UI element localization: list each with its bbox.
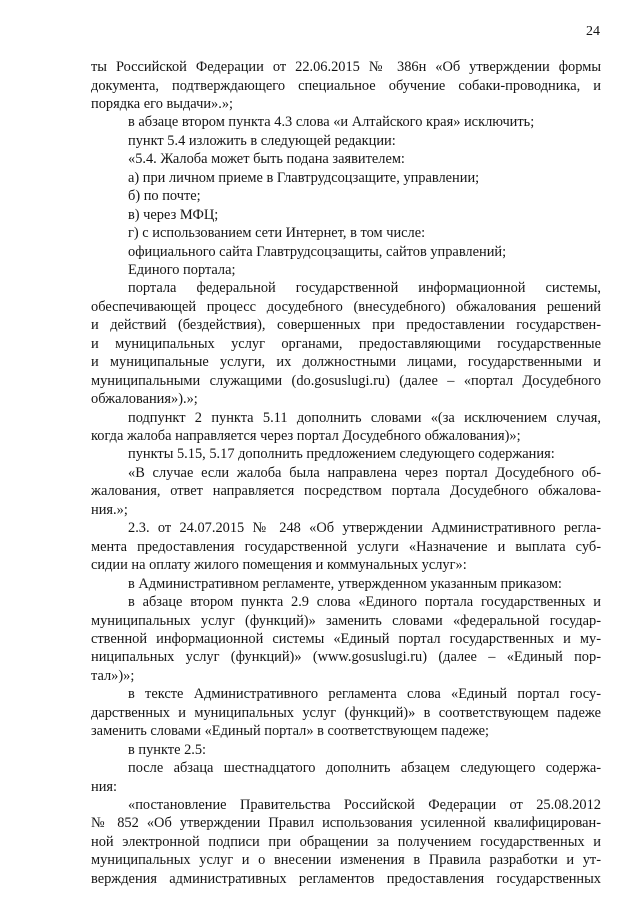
text-line: верждения административных регламентов предоставления государственных <box>91 870 601 887</box>
text-line: ты Российской Федерации от 22.06.2015 № 386н «Об утверждении формы <box>91 59 601 75</box>
text-line: «В случае если жалоба была направлена через портал Досудебного об- <box>128 464 601 481</box>
text-line: сидии на оплату жилого помещения и коммунальных услуг»: <box>91 557 467 574</box>
text-line: обеспечивающей процесс досудебного (внесудебного) обжалования решений <box>91 298 601 315</box>
text-line: жалования, ответ направляется посредством портала Досудебного обжалова- <box>91 483 601 500</box>
text-line: ной электронной подписи при обращении за получением государственных и <box>91 833 601 850</box>
text-line: б) по почте; <box>128 188 201 205</box>
text-line: в абзаце втором пункта 4.3 слова «и Алтайского края» исключить; <box>128 114 535 131</box>
text-line: мента предоставления государственной услуги «Назначение и выплата суб- <box>91 538 601 555</box>
text-line: 2.3. от 24.07.2015 № 248 «Об утверждении Административного регла- <box>128 520 601 537</box>
text-line: когда жалоба направляется через портал Досудебного обжалования)»; <box>91 428 521 444</box>
text-line: Единого портала; <box>128 261 236 278</box>
text-line: дарственных и муниципальных услуг (функций)» в соответствующем падеже <box>91 704 601 721</box>
text-line: муниципальных услуг (функций)» заменить словами «федеральной государ- <box>91 612 601 629</box>
text-line: обжалования»).»; <box>91 391 198 408</box>
text-line: порядка его выдачи».»; <box>91 95 234 112</box>
text-line: г) с использованием сети Интернет, в том числе: <box>128 225 426 241</box>
text-line: документа, подтверждающего специальное обучение собаки-проводника, и <box>91 77 601 94</box>
text-line: ниципальных услуг (функций)» (www.gosuslugi.ru) (далее – «Единый пор- <box>91 649 601 666</box>
text-line: ния: <box>91 778 118 795</box>
text-line: подпункт 2 пункта 5.11 дополнить словами «(за исключением случая, <box>128 409 601 426</box>
text-line: ния.»; <box>91 501 128 518</box>
text-line: после абзаца шестнадцатого дополнить абзацем следующего содержа- <box>128 760 601 777</box>
text-line: в Административном регламенте, утвержденном указанным приказом: <box>128 575 562 592</box>
text-line: и муниципальные услуги, их должностными лицами, государственными и <box>91 354 601 371</box>
text-line: в пункте 2.5: <box>128 741 207 758</box>
text-line: и муниципальных услуг органами, предоставляющими государственные <box>91 335 601 352</box>
text-line: официального сайта Главтрудсоцзащиты, сайтов управлений; <box>128 243 507 260</box>
text-line: № 852 «Об утверждении Правил использования усиленной квалифицирован- <box>91 815 601 832</box>
text-line: «5.4. Жалоба может быть подана заявителем: <box>128 151 405 168</box>
text-line: ственной информационной системы «Единый портал государственных и му- <box>91 630 601 647</box>
text-line: муниципальными служащими (do.gosuslugi.ru) (далее – «портал Досудебного <box>91 372 601 389</box>
page-number: 24 <box>586 24 600 39</box>
text-line: в абзаце втором пункта 2.9 слова «Единого портала государственных и <box>128 594 601 610</box>
text-line: пункты 5.15, 5.17 дополнить предложением следующего содержания: <box>128 446 555 463</box>
text-line: тал»)»; <box>91 667 135 684</box>
text-line: пункт 5.4 изложить в следующей редакции: <box>128 132 396 149</box>
text-line: заменить словами «Единый портал» в соответствующем падеже; <box>91 723 489 740</box>
text-line: муниципальных услуг и о внесении изменения в Правила разработки и ут- <box>91 852 601 869</box>
text-line: а) при личном приеме в Главтрудсоцзащите, управлении; <box>128 169 480 186</box>
text-line: «постановление Правительства Российской Федерации от 25.08.2012 <box>128 797 601 813</box>
text-line: и действий (бездействия), совершенных при предоставлении государствен- <box>91 317 601 334</box>
text-line: в тексте Административного регламента слова «Единый портал госу- <box>128 686 601 703</box>
text-line: в) через МФЦ; <box>128 206 219 223</box>
text-line: портала федеральной государственной информационной системы, <box>128 280 601 297</box>
